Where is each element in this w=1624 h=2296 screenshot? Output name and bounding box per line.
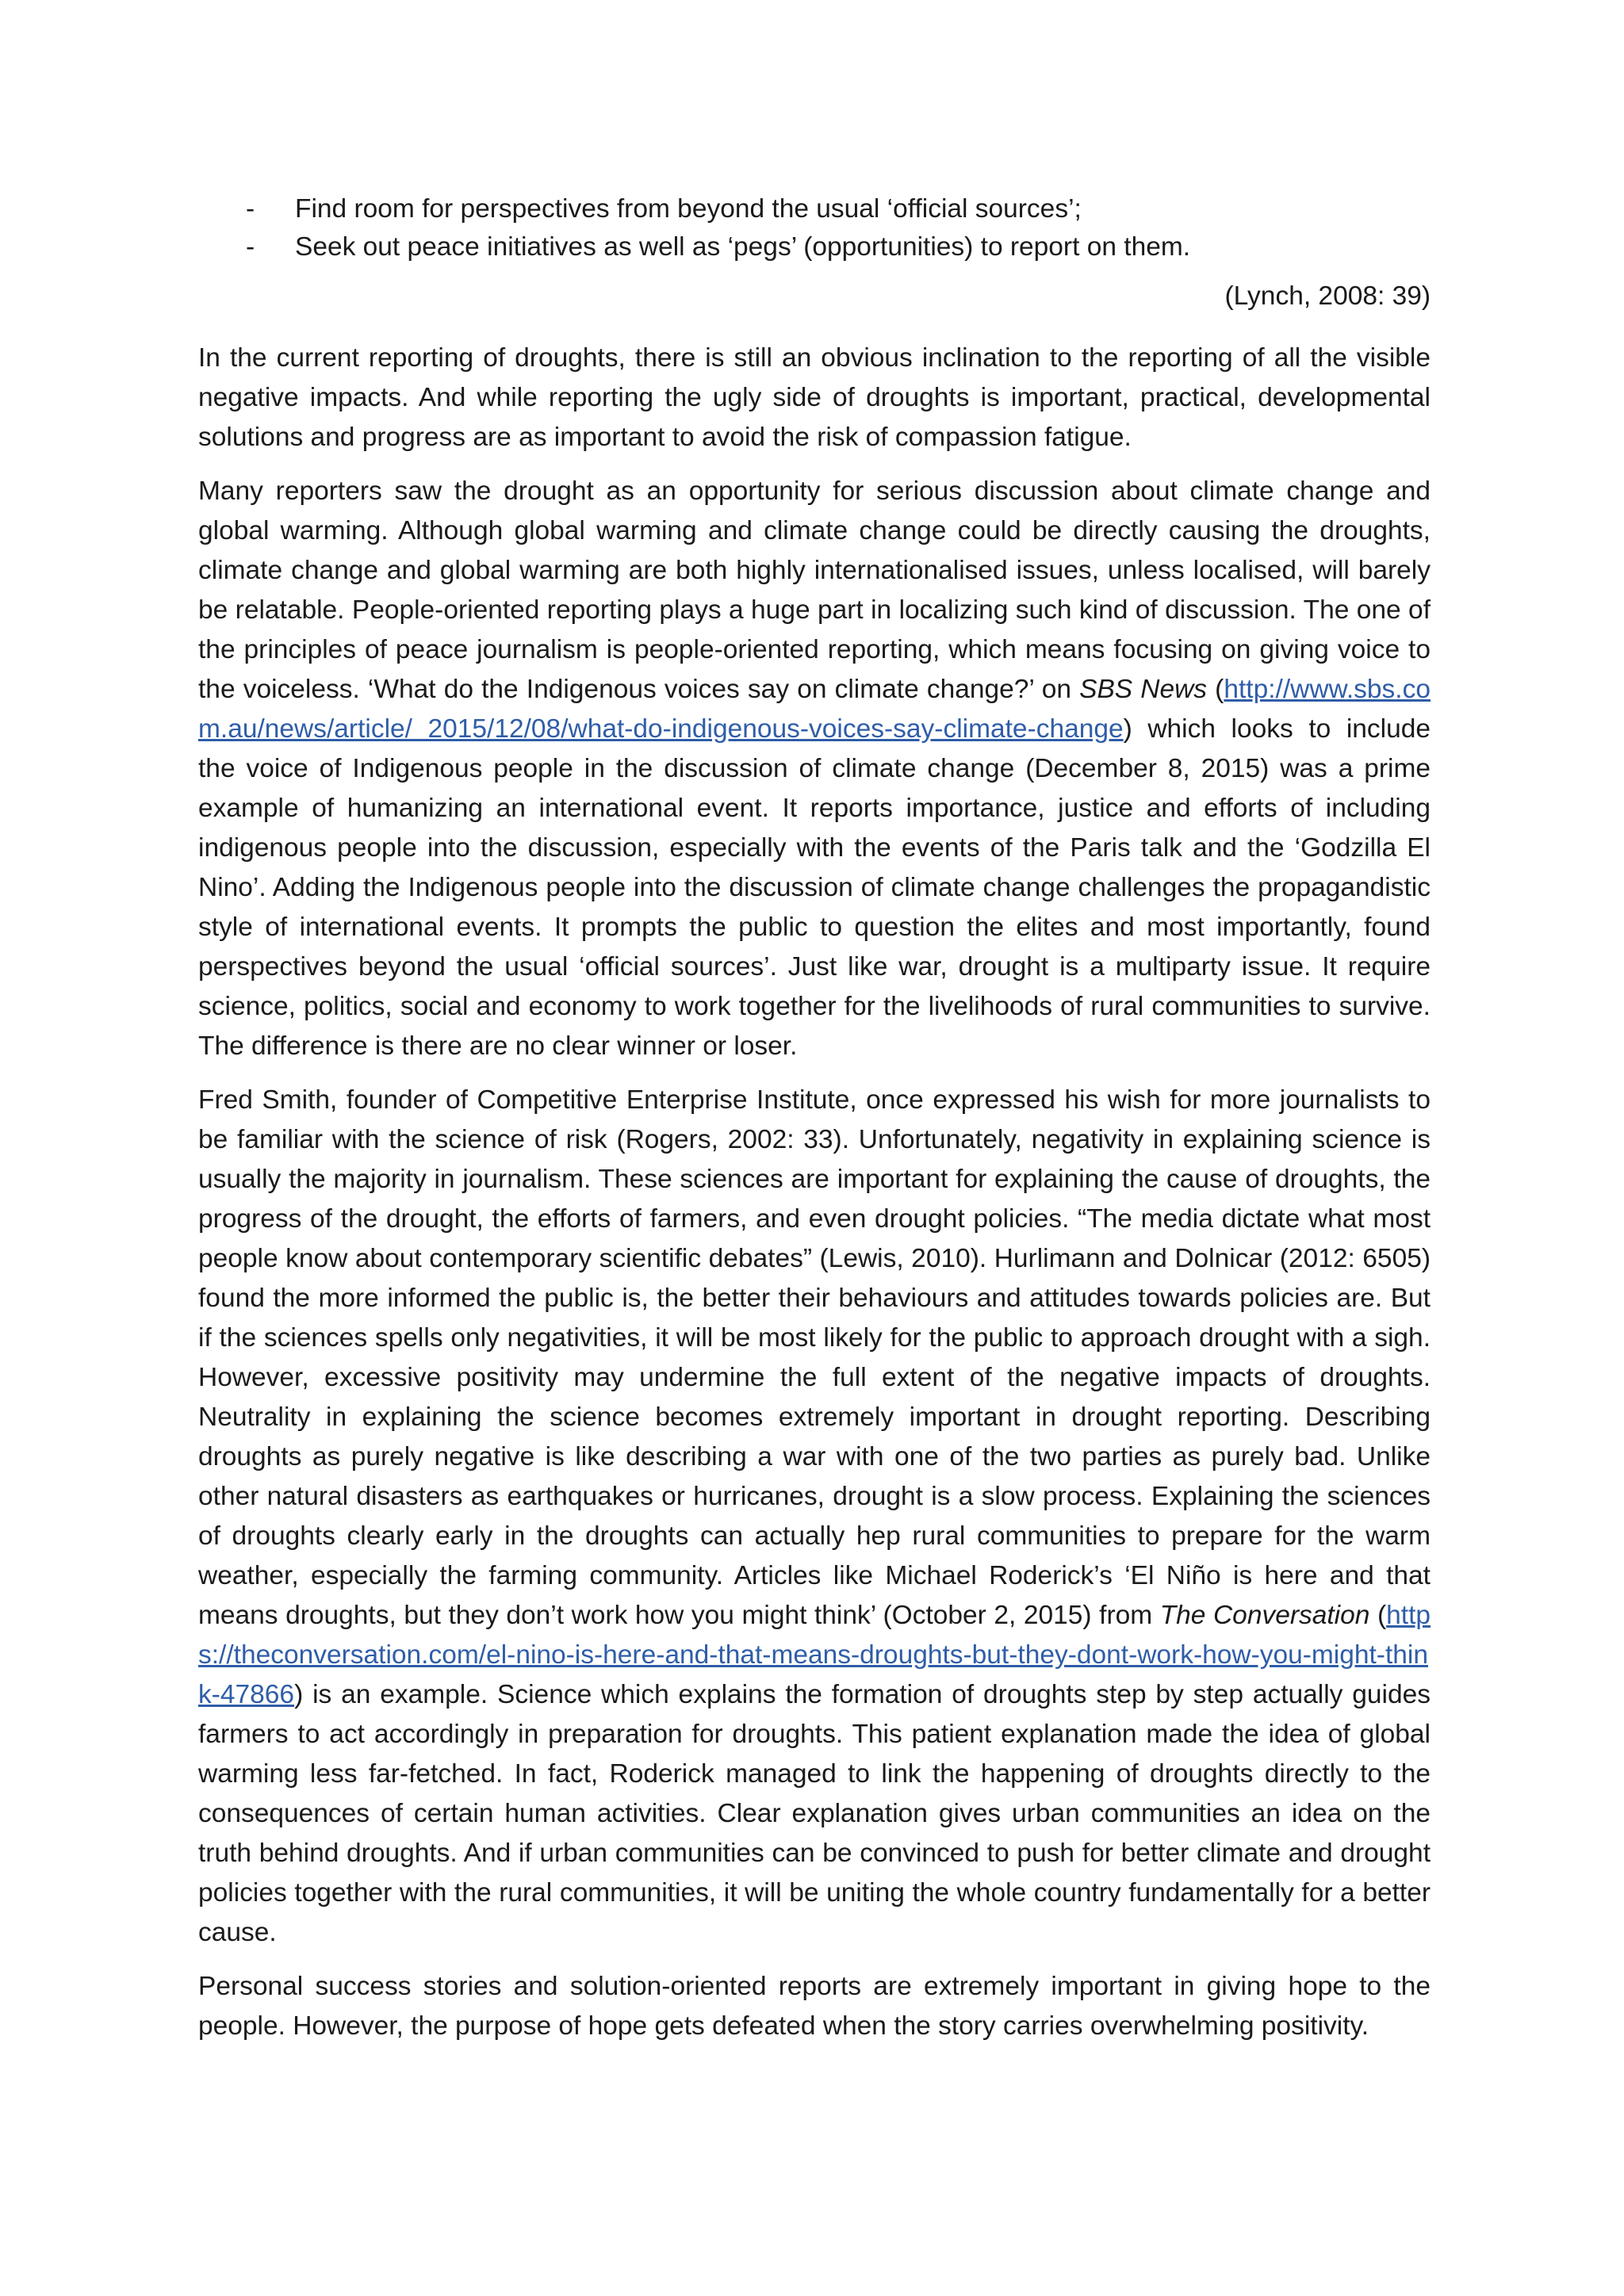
sbs-news-link[interactable]: http://www.sbs.com.au/news/article/ 2015/12/08/what-do-indigenous-voices-say-climate-change: [198, 675, 1431, 744]
quote-citation: (Lynch, 2008: 39): [1224, 281, 1431, 311]
bullet-marker: -: [246, 194, 255, 224]
bullet-text: Find room for perspectives from beyond the usual ‘official sources’;: [295, 194, 1082, 224]
list-item: [198, 190, 1431, 228]
the-conversation-link[interactable]: https://theconversation.com/el-nino-is-here-and-that-means-droughts-but-they-dont-work-how-you-might-think-47866: [198, 1601, 1431, 1709]
paragraph-text: (: [1369, 1601, 1387, 1630]
source-title: The Conversation: [1159, 1601, 1370, 1630]
paragraph-science-of-risk: [198, 1081, 1431, 1953]
paragraph-text: ) is an example. Science which explains the formation of droughts step by step actually guides farmers to act accordingly in preparation for droughts. This patient explanation made the idea of global warming less far-fetched. In fact, Roderick managed to link the happening of droughts directly to the consequences of certain human activities. Clear explanation gives urban communities an idea on the truth behind droughts. And if urban communities can be convinced to push for better climate and drought policies together with the rural communities, it will be uniting the whole country fundamentally for a better cause.: [198, 1680, 1431, 1947]
paragraph-success-stories: Personal success stories and solution-oriented reports are extremely important in giving hope to the people. However, the purpose of hope gets defeated when the story carries overwhelming positivity.: [198, 1972, 1431, 2041]
paragraph-text: (: [1207, 675, 1224, 704]
source-title: SBS News: [1079, 675, 1208, 704]
bullet-list: [198, 190, 1431, 266]
bullet-marker: -: [246, 232, 255, 262]
document-content: [198, 190, 1431, 2046]
paragraph-compassion-fatigue: In the current reporting of droughts, there is still an obvious inclination to the reporting of all the visible negative impacts. And while reporting the ugly side of droughts is important, practical, developmental solutions and progress are as important to avoid the risk of compassion fatigue.: [198, 343, 1431, 452]
paragraph-text: ) which looks to include the voice of Indigenous people in the discussion of climate change (December 8, 2015) was a prime example of humanizing an international event. It reports importance, justice and efforts of including indigenous people into the discussion, especially with the events of the Paris talk and the ‘Godzilla El Nino’. Adding the Indigenous people into the discussion of climate change challenges the propagandistic style of international events. It prompts the public to question the elites and most importantly, found perspectives beyond the usual ‘official sources’. Just like war, drought is a multiparty issue. It require science, politics, social and economy to work together for the livelihoods of rural communities to survive. The difference is there are no clear winner or loser.: [198, 714, 1431, 1061]
paragraph-people-oriented-reporting: [198, 472, 1431, 1066]
paragraph-text: Fred Smith, founder of Competitive Enterprise Institute, once expressed his wish for more journalists to be familiar with the science of risk (Rogers, 2002: 33). Unfortunately, negativity in explaining science is usually the majority in journalism. These sciences are important for explaining the cause of droughts, the progress of the drought, the efforts of farmers, and even drought policies. “The media dictate what most people know about contemporary scientific debates” (Lewis, 2010). Hurlimann and Dolnicar (2012: 6505) found the more informed the public is, the better their behaviours and attitudes towards policies are. But if the sciences spells only negativities, it will be most likely for the public to approach drought with a sigh. However, excessive positivity may undermine the full extent of the negative impacts of droughts. Neutrality in explaining the science becomes extremely important in drought reporting. Describing droughts as purely negative is like describing a war with one of the two parties as purely bad. Unlike other natural disasters as earthquakes or hurricanes, drought is a slow process. Explaining the sciences of droughts clearly early in the droughts can actually hep rural communities to prepare for the warm weather, especially the farming community. Articles like Michael Roderick’s ‘El Niño is here and that means droughts, but they don’t work how you might think’ (October 2, 2015) from: [198, 1085, 1431, 1630]
bullet-text: Seek out peace initiatives as well as ‘pegs’ (opportunities) to report on them.: [295, 232, 1191, 262]
paragraph-text: Many reporters saw the drought as an opportunity for serious discussion about climate change and global warming. Although global warming and climate change could be directly causing the droughts, climate change and global warming are both highly internationalised issues, unless localised, will barely be relatable. People-oriented reporting plays a huge part in localizing such kind of discussion. The one of the principles of peace journalism is people-oriented reporting, which means focusing on giving voice to the voiceless. ‘What do the Indigenous voices say on climate change?’ on: [198, 476, 1431, 704]
list-item: [198, 228, 1431, 266]
